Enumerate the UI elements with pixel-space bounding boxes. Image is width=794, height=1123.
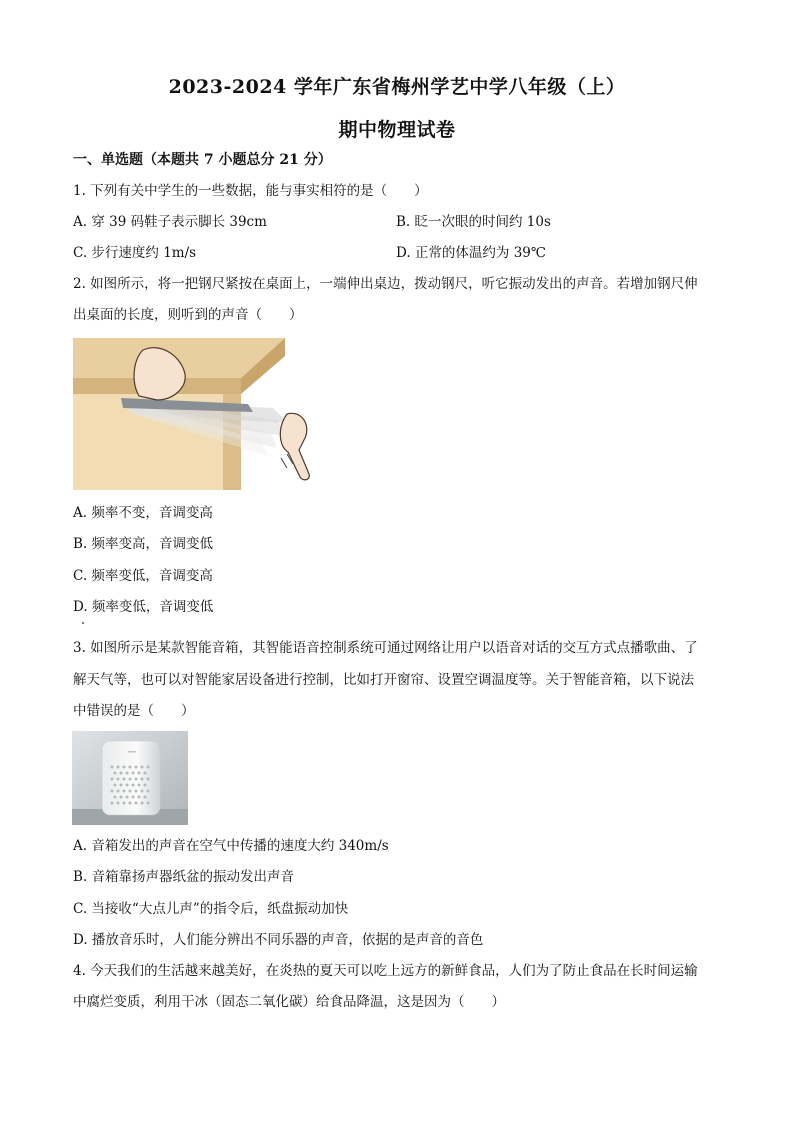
ruler-on-desk-illustration [73, 338, 313, 490]
section-heading: 一、单选题（本题共 7 小题总分 21 分） [73, 152, 332, 168]
question-3-option-c: C. 当接收“大点儿声”的指令后，纸盘振动加快 [73, 901, 349, 917]
question-1-option-c: C. 步行速度约 1m/s [73, 245, 197, 261]
question-3-stem-line3: 中错误的是（ ） [73, 703, 195, 719]
question-4-stem-line1: 4. 今天我们的生活越来越美好，在炎热的夏天可以吃上远方的新鲜食品，人们为了防止食品在长时间运输 [73, 963, 698, 979]
question-1-option-a: A. 穿 39 码鞋子表示脚长 39cm [73, 214, 267, 230]
question-2-option-d: D. 频率变低，音调变低 [73, 599, 214, 615]
question-1-option-b: B. 眨一次眼的时间约 10s [396, 214, 551, 230]
question-3-option-b: B. 音箱靠扬声器纸盆的振动发出声音 [73, 869, 295, 885]
question-1-option-d: D. 正常的体温约为 39℃ [396, 245, 546, 261]
question-3-option-d: D. 播放音乐时，人们能分辨出不同乐器的声音，依据的是声音的音色 [73, 932, 484, 948]
question-2-option-a: A. 频率不变，音调变高 [73, 505, 213, 521]
speaker-logo-mark [128, 751, 136, 753]
plucking-hand [280, 413, 309, 480]
question-4-stem-line2: 中腐烂变质，利用干冰（固态二氧化碳）给食品降温，这是因为（ ） [73, 994, 505, 1010]
exam-title-line1: 2023-2024 学年广东省梅州学艺中学八年级（上） [168, 76, 626, 98]
stray-dot [82, 622, 84, 624]
question-3-stem-line1: 3. 如图所示是某款智能音箱，其智能语音控制系统可通过网络让用户以语音对话的交互方式点播歌曲、了 [73, 640, 698, 656]
question-2-stem-line2: 出桌面的长度，则听到的声音（ ） [73, 307, 303, 323]
question-2-option-c: C. 频率变低，音调变高 [73, 568, 213, 584]
question-2-option-b: B. 频率变高，音调变低 [73, 536, 214, 552]
question-2-stem-line1: 2. 如图所示，将一把钢尺紧按在桌面上，一端伸出桌边，拨动钢尺，听它振动发出的声音。若增加钢尺伸 [73, 276, 698, 292]
question-1-stem: 1. 下列有关中学生的一些数据，能与事实相符的是（ ） [73, 183, 428, 199]
question-3-stem-line2: 解天气等，也可以对智能家居设备进行控制，比如打开窗帘、设置空调温度等。关于智能音箱，以下说法 [73, 672, 694, 688]
question-3-option-a: A. 音箱发出的声音在空气中传播的速度大约 340m/s [73, 838, 389, 854]
smart-speaker-photo [72, 731, 188, 825]
exam-title-line2: 期中物理试卷 [338, 119, 456, 141]
